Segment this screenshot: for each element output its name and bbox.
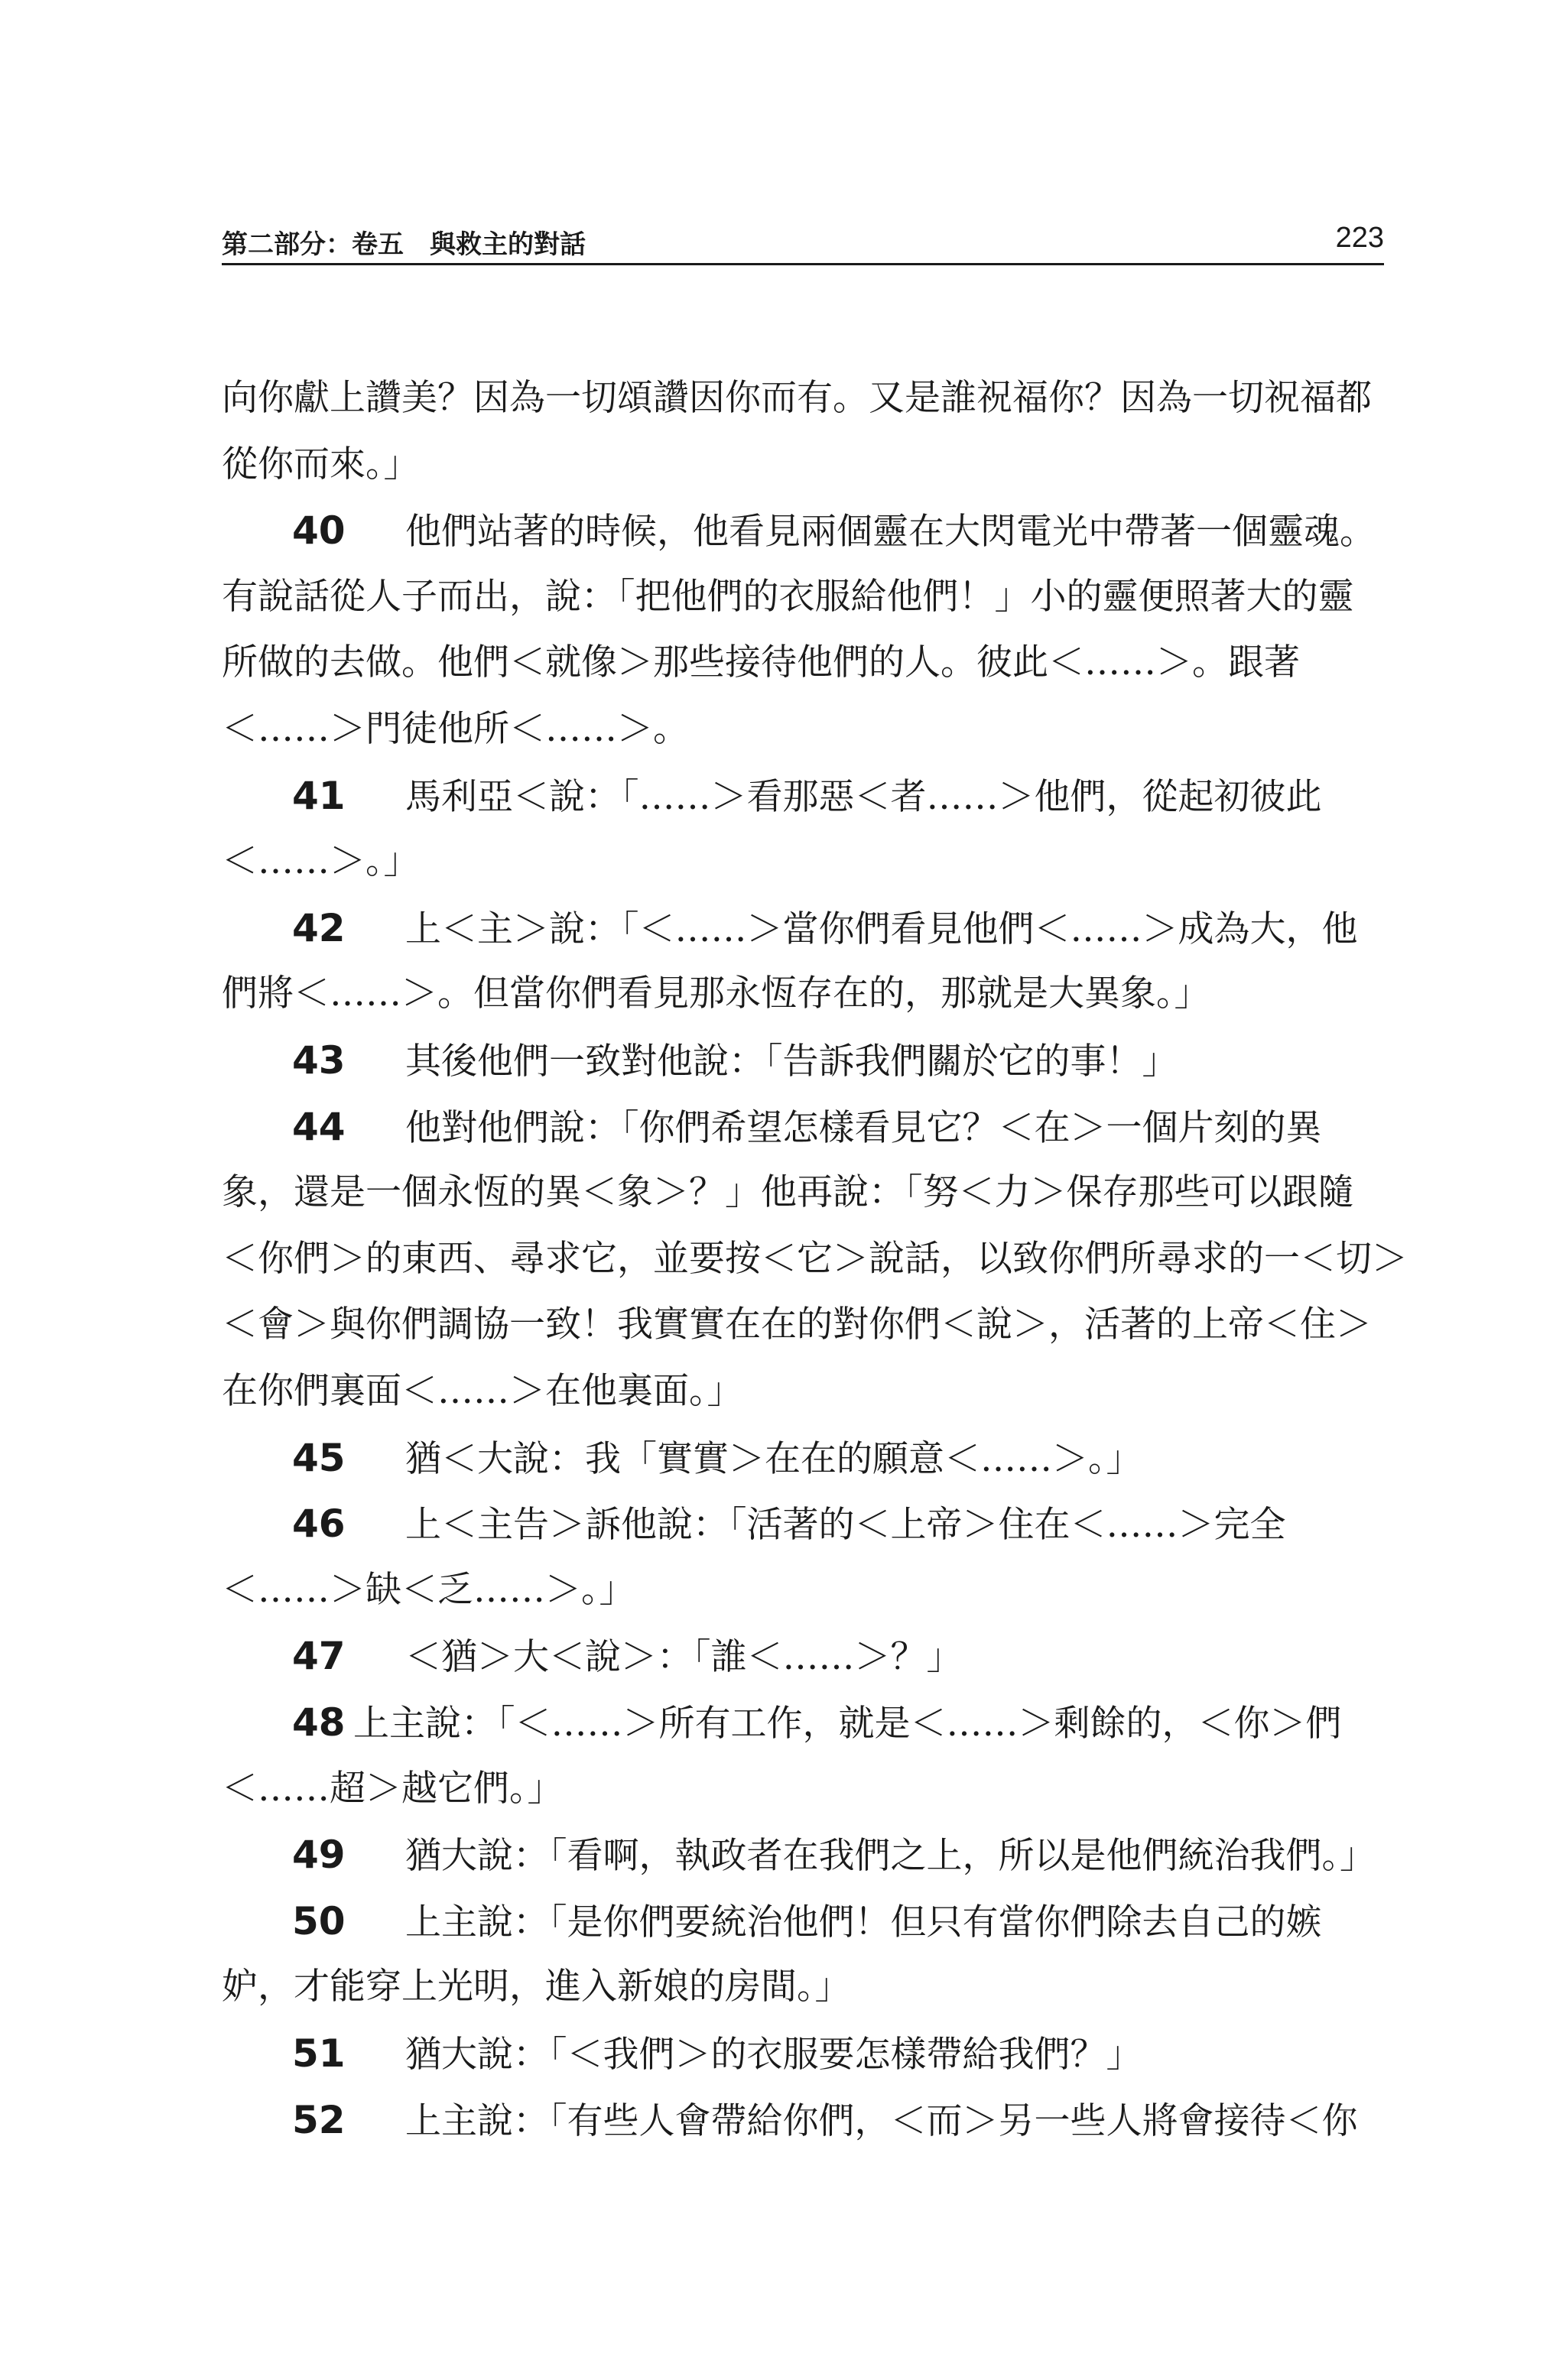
verse-number: 51 [292,2031,346,2076]
line-text: ＜你們＞的東西、尋求它，並要按＜它＞說話，以致你們所尋求的一＜切＞ [222,1238,1408,1280]
verse-line [222,1038,1384,1083]
text-line [222,443,1384,487]
text-line [222,1568,1384,1612]
verse-line [222,2031,1384,2076]
verse-number: 46 [292,1502,346,1546]
line-text: ＜……＞缺＜乏……＞。」 [222,1569,635,1611]
line-text: 有說話從人子而出，說：「把他們的衣服給他們！」小的靈便照著大的靈 [222,576,1354,618]
text-line [222,1171,1384,1215]
line-text: 向你獻上讚美？因為一切頌讚因你而有。又是誰祝福你？因為一切祝福都 [222,377,1372,419]
text-line [222,1303,1384,1347]
header-rule [222,263,1384,265]
verse-number: 42 [292,906,346,950]
verse-number: 41 [292,774,346,818]
text-line [222,1767,1384,1811]
verse-number: 45 [292,1436,346,1480]
line-text: 上主說：「有些人會帶給你們，＜而＞另一些人將會接待＜你 [405,2100,1358,2142]
line-text: ＜會＞與你們調協一致！我實實在在的對你們＜說＞，活著的上帝＜住＞ [222,1304,1372,1346]
line-text: 他們站著的時候，他看見兩個靈在大閃電光中帶著一個靈魂。 [405,511,1376,553]
verse-number: 48 [292,1700,346,1745]
verse-number: 49 [292,1833,346,1877]
verse-number: 52 [292,2098,346,2142]
verse-number: 43 [292,1038,346,1083]
text-line [222,575,1384,619]
verse-number: 50 [292,1899,346,1943]
text-line [222,1237,1408,1281]
verse-line [222,906,1384,950]
verse-number: 47 [292,1634,346,1678]
verse-line [222,1833,1384,1877]
line-text: 上主說：「＜……＞所有工作，就是＜……＞剩餘的，＜你＞們 [353,1703,1342,1745]
verse-line [222,2098,1384,2142]
verse-number: 44 [292,1105,346,1149]
verse-line [222,774,1384,818]
running-header [222,222,1384,260]
line-text: 從你而來。」 [222,443,420,485]
text-line [222,641,1384,685]
line-text: ＜……＞門徒他所＜……＞。 [222,708,689,750]
line-text: 們將＜……＞。但當你們看見那永恆存在的，那就是大異象。」 [222,972,1210,1015]
line-text: 上＜主告＞訴他說：「活著的＜上帝＞住在＜……＞完全 [405,1504,1286,1546]
line-text: 上＜主＞說：「＜……＞當你們看見他們＜……＞成為大，他 [405,908,1358,950]
line-text: 象，還是一個永恆的異＜象＞？」他再說：「努＜力＞保存那些可以跟隨 [222,1171,1354,1213]
line-text: ＜……超＞越它們。」 [222,1768,564,1810]
line-text: 猶大說：「看啊，執政者在我們之上，所以是他們統治我們。」 [405,1835,1376,1877]
line-text: 猶大說：「＜我們＞的衣服要怎樣帶給我們？」 [405,2034,1142,2076]
line-text: 他對他們說：「你們希望怎樣看見它？＜在＞一個片刻的異 [405,1107,1322,1149]
running-header-title: 第二部分：卷五 與救主的對話 [222,229,586,260]
text-line [222,707,1384,752]
text-line [222,972,1384,1016]
line-text: 所做的去做。他們＜就像＞那些接待他們的人。彼此＜……＞。跟著 [222,641,1300,683]
verse-line [222,1502,1384,1546]
text-line [222,1369,1384,1414]
line-text: 馬利亞＜說：「……＞看那惡＜者……＞他們，從起初彼此 [405,776,1322,818]
page-number: 223 [1335,222,1384,254]
text-line [222,376,1384,420]
verse-line [222,1436,1384,1480]
line-text: ＜猶＞大＜說＞：「誰＜……＞？」 [405,1636,963,1678]
text-line [222,839,1384,884]
line-text: 妒，才能穿上光明，進入新娘的房間。」 [222,1966,851,2008]
line-text: 猶＜大說：我「實實＞在在的願意＜……＞。」 [405,1438,1142,1480]
line-text: 上主說：「是你們要統治他們！但只有當你們除去自己的嫉 [405,1901,1322,1943]
verse-line [222,1899,1384,1943]
verse-line [222,1105,1384,1149]
line-text: 其後他們一致對他說：「告訴我們關於它的事！」 [405,1041,1178,1083]
verse-line [222,508,1384,553]
verse-line [222,1700,1384,1745]
verse-line [222,1634,1384,1678]
line-text: ＜……＞。」 [222,840,420,882]
line-text: 在你們裏面＜……＞在他裏面。」 [222,1370,743,1412]
verse-number: 40 [292,508,346,553]
text-line [222,1965,1384,2009]
